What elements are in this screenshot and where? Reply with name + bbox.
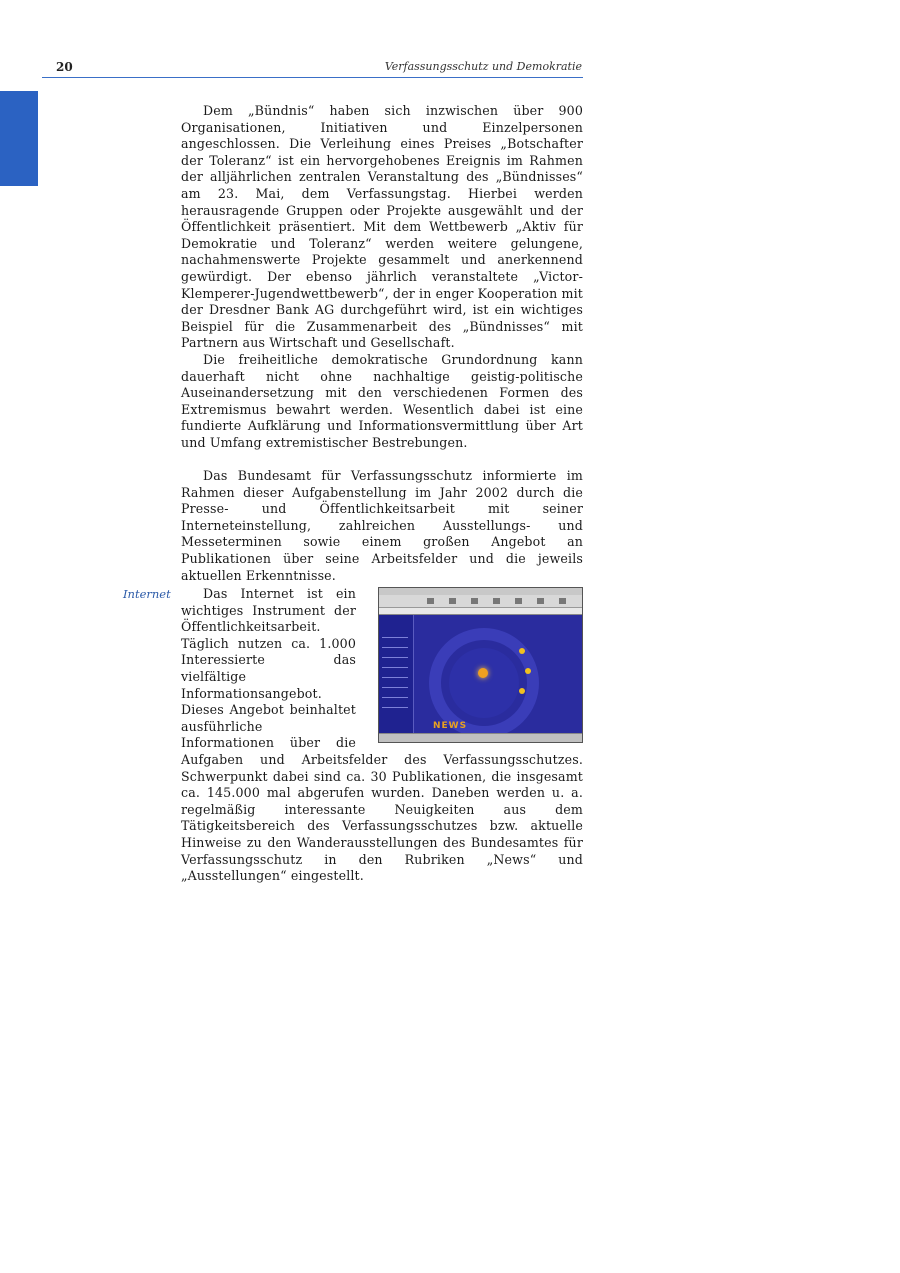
paragraph-grundordnung <box>181 352 583 452</box>
website-screenshot-image <box>378 587 583 743</box>
news-label: NEWS <box>433 721 468 731</box>
browser-address-bar <box>379 608 582 615</box>
paragraph-text: Das Internet ist ein wichtiges Instrument der Öffentlichkeitsarbeit. Täglich nutzen ca. 1.000 Interessierte das vielfältige Informationsangebot. Dieses Angebot beinhaltet ausführliche Informationen über die Aufgaben und Arbeitsfelder des Verfassungsschutzes. Schwerpunkt dabei sind ca. 30 Publikationen, die insgesamt ca. 145.000 mal abgerufen wurden. Daneben werden u. a. regelmäßig interessante Neuigkeiten aus dem Tätigkeitsbereich des Verfassungsschutzes bzw. aktuelle Hinweise zu den Wanderausstellungen des Bundesamtes für Verfassungsschutz in den Rubriken „News“ und „Ausstellungen“ eingestellt. <box>181 586 583 884</box>
running-title: Verfassungsschutz und Demokratie <box>384 60 582 73</box>
browser-toolbar <box>379 595 582 608</box>
paragraph-text: Die freiheitliche demokratische Grundordnung kann dauerhaft nicht ohne nachhaltige geistig-politische Auseinandersetzung mit den verschiedenen Formen des Extremismus bewahrt werden. Wesentlich dabei ist eine fundierte Aufklärung und Informationsvermittlung über Art und Umfang extremistischer Bestrebungen. <box>181 352 583 450</box>
menu-dot-icon <box>519 688 525 694</box>
header-rule <box>42 77 583 78</box>
paragraph-text: Dem „Bündnis“ haben sich inzwischen über 900 Organisationen, Initiativen und Einzelpersonen angeschlossen. Die Verleihung eines Preises „Botschafter der Toleranz“ ist ein hervorgehobenes Ereignis im Rahmen der alljährlichen zentralen Veranstaltung des „Bündnisses“ am 23. Mai, dem Verfassungstag. Hierbei werden herausragende Gruppen oder Projekte ausgewählt und der Öffentlichkeit präsentiert. Mit dem Wettbewerb „Aktiv für Demokratie und Toleranz“ werden weitere gelungene, nachahmenswerte Projekte gesammelt und anerkennend gewürdigt. Der ebenso jährlich veranstaltete „Victor-Klemperer-Jugendwettbewerb“, der in enger Kooperation mit der Dresdner Bank AG durchgeführt wird, ist ein wichtiges Beispiel für die Zusammenarbeit des „Bündnisses“ mit Partnern aus Wirtschaft und Gesellschaft. <box>181 103 583 351</box>
paragraph-internet <box>181 586 583 885</box>
margin-note-internet: Internet <box>123 587 171 601</box>
menu-dot-icon <box>519 648 525 654</box>
browser-menubar <box>379 588 582 595</box>
sun-icon <box>478 668 488 678</box>
paragraph-text: Das Bundesamt für Verfassungsschutz informierte im Rahmen dieser Aufgabenstellung im Jahr 2002 durch die Presse- und Öffentlichkeitsarbeit mit seiner Interneteinstellung, zahlreichen Ausstellungs- und Messeterminen sowie einem großen Angebot an Publikationen über seine Arbeitsfelder und die jeweils aktuellen Erkenntnisse. <box>181 468 583 583</box>
paragraph-buendnis <box>181 103 583 352</box>
page-number: 20 <box>56 60 73 74</box>
browser-statusbar <box>379 733 582 742</box>
chapter-tab-marker <box>0 91 38 186</box>
paragraph-bundesamt <box>181 468 583 584</box>
site-sidebar <box>379 615 414 734</box>
menu-dot-icon <box>525 668 531 674</box>
logo-inner-graphic <box>449 648 519 718</box>
